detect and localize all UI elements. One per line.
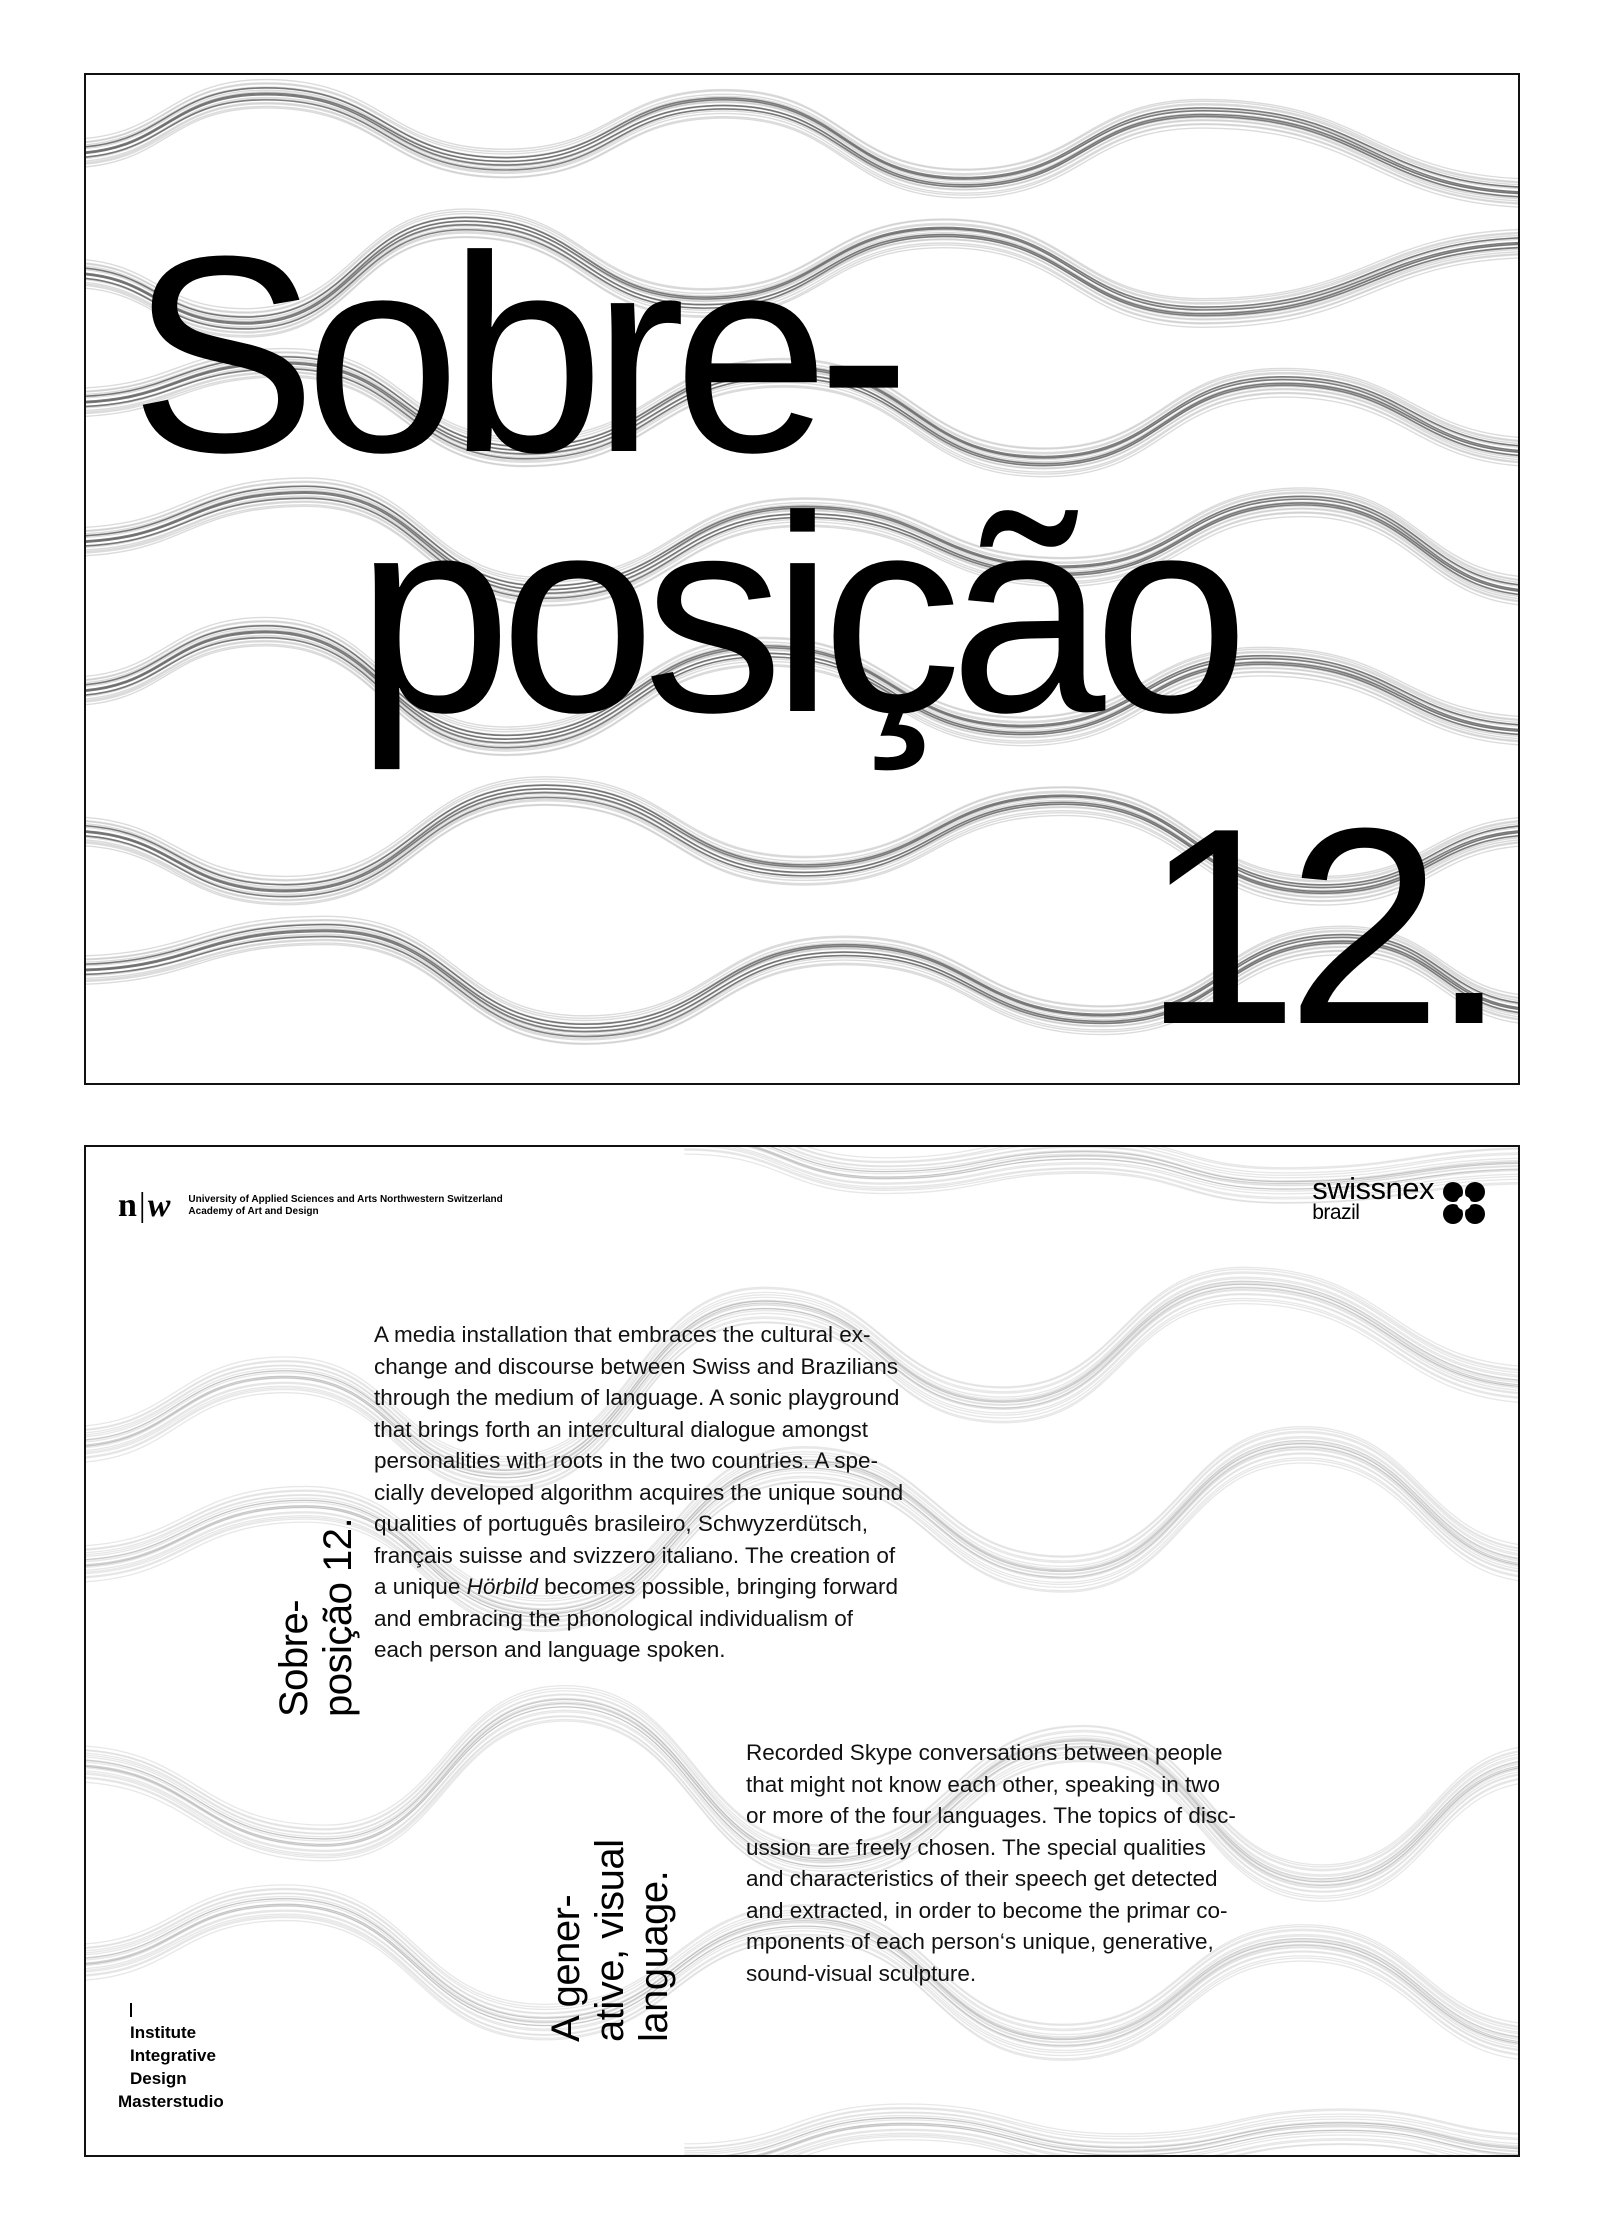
fhnw-logo: [118, 1189, 503, 1223]
institute-label: Institute Integrative Design Masterstudio: [118, 2003, 224, 2113]
poster-front: [84, 73, 1520, 1085]
vertical-title: Sobre- posição 12.: [272, 1517, 360, 1717]
swissnex-logo: [1312, 1171, 1488, 1227]
title-line-2: posição: [356, 459, 1238, 771]
poster-back: [84, 1145, 1520, 2157]
nw-logo-text: University of Applied Sciences and Arts Northwestern Switzerland Academy of Art and Design: [188, 1194, 503, 1217]
hoerbild-term: Hörbild: [466, 1574, 538, 1599]
description-paragraph: A media installation that embraces the cultural ex- change and discourse between Swiss and Brazilians through the medium of language. A sonic playground that brings forth an intercultural dialogue amongst personalities with roots in the two countries. A spe- cially developed algorithm acquires the unique sound qualities of português brasileiro, Schwyzerdütsch, français suisse and svizzero italiano. The creation of a unique Hörbild becomes possible, bringing forward and embracing the phonological individualism of each person and language spoken.: [374, 1322, 904, 1662]
process-paragraph: Recorded Skype conversations between people that might not know each other, speaking in two or more of the four languages. The topics of disc- ussion are freely chosen. The special qualities and characteristics of their speech get detected and extracted, in order to become the primar co- mponents of each person‘s unique, generative, sound-visual sculpture.: [746, 1740, 1236, 1986]
institute-tick: [130, 2003, 132, 2017]
wave-strand: [86, 104, 1518, 204]
swissnex-sub: brazil: [1312, 1201, 1360, 1224]
title-line-3: 12.: [1142, 771, 1496, 1083]
swissnex-name: swissnex: [1312, 1171, 1434, 1206]
title-line-1: Sobre-: [130, 199, 899, 511]
swissnex-flower-icon: [1440, 1179, 1488, 1227]
wave-strand: [86, 92, 1518, 193]
nw-logo-mark: n|w: [118, 1187, 171, 1224]
vertical-slogan: A gener- ative, visual language.: [544, 1839, 676, 2042]
